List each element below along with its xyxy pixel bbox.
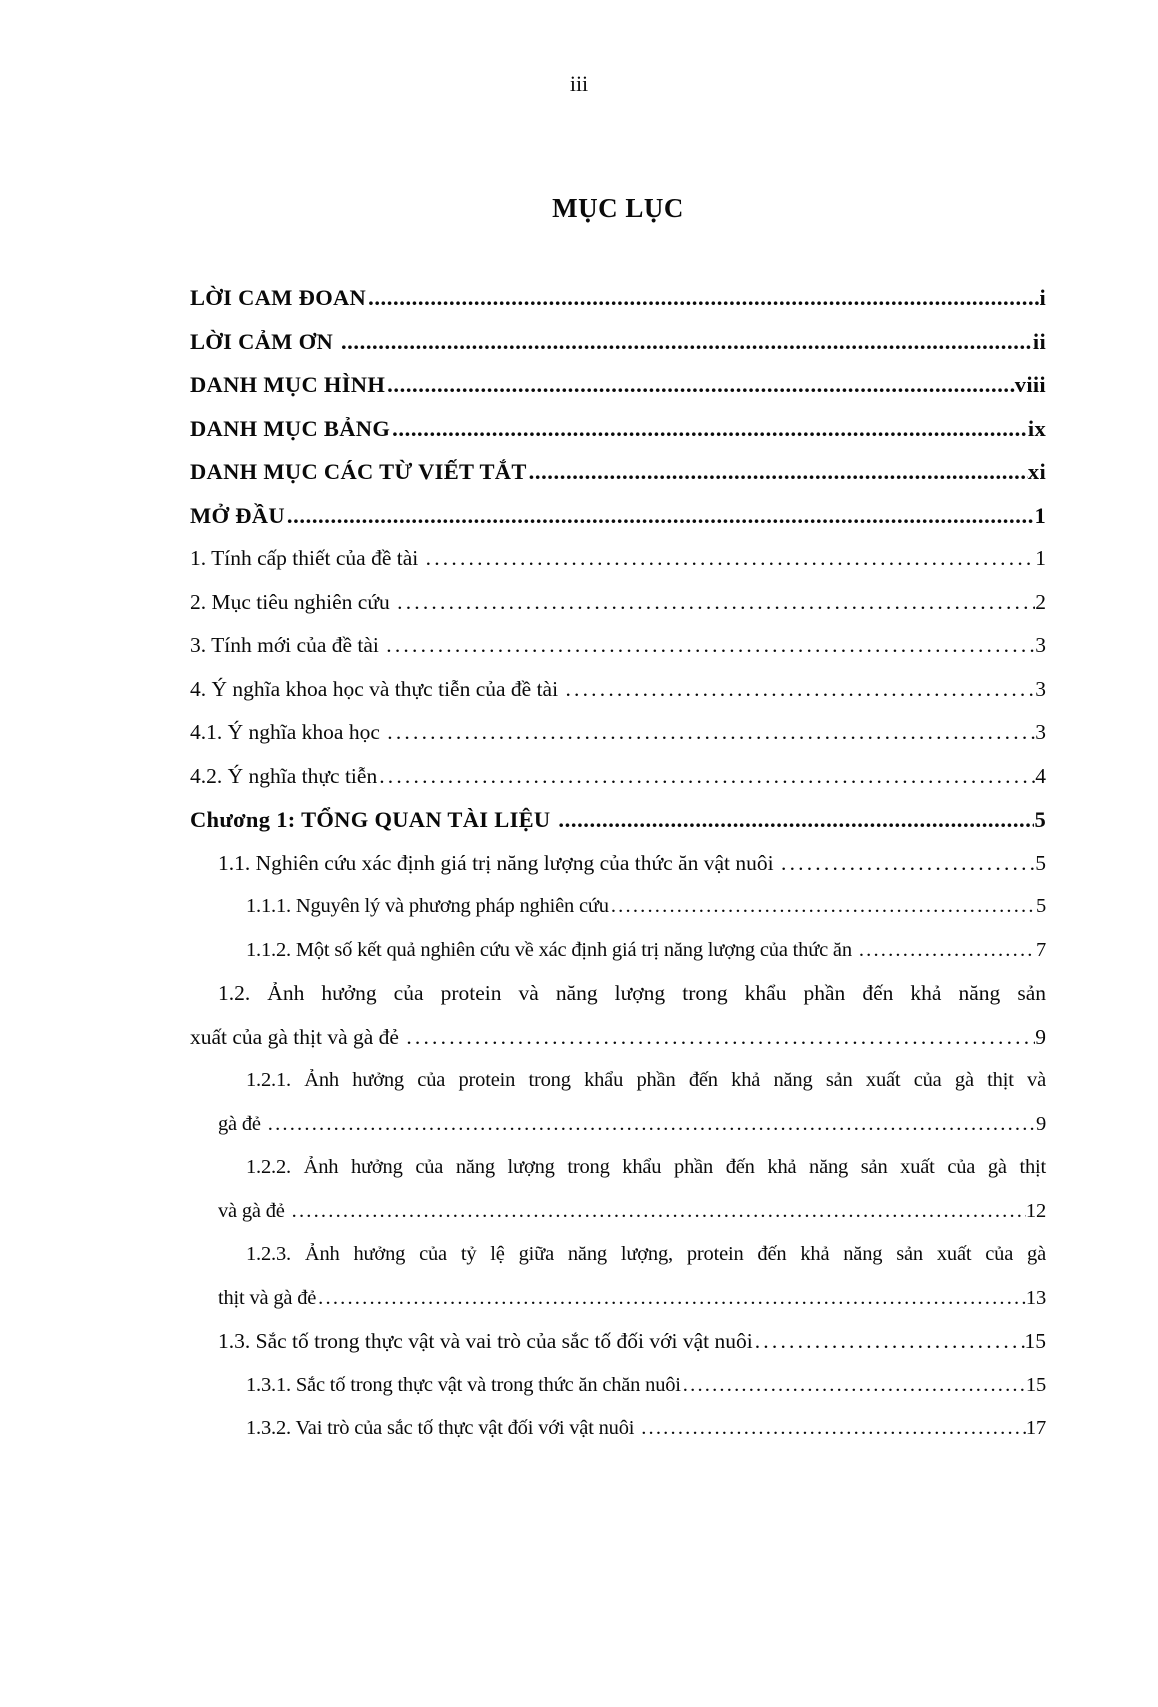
toc-entry	[190, 972, 1046, 1059]
toc-entry-line: 1.2. Ảnh hưởng của protein và năng lượng trong khẩu phần đến khả năng sản	[218, 981, 1046, 1005]
dot-leader	[379, 755, 1035, 799]
dot-leader	[683, 1364, 1026, 1408]
toc-entry-line	[190, 407, 1046, 451]
toc-entry-line	[190, 363, 1046, 407]
toc-entry-page: 3	[1035, 720, 1046, 744]
dot-leader	[292, 1190, 1026, 1234]
toc-entry-page: 15	[1024, 1329, 1046, 1353]
toc-entry-line	[190, 711, 1046, 755]
dot-leader	[287, 494, 1035, 538]
toc-entry	[190, 276, 1046, 320]
toc-entry-line: 1.2.1. Ảnh hưởng của protein trong khẩu phần đến khả năng sản xuất của gà thịt và	[246, 1069, 1046, 1091]
toc-entry	[190, 842, 1046, 886]
toc-entry-label: 2. Mục tiêu nghiên cứu	[190, 589, 396, 614]
dot-leader	[341, 320, 1033, 364]
toc-entry-line	[190, 276, 1046, 320]
toc-entry-line	[190, 624, 1046, 668]
dot-leader	[397, 581, 1035, 625]
toc-entry	[190, 885, 1046, 929]
toc-entry-page: 5	[1035, 850, 1046, 875]
toc-entry-line	[246, 1364, 1046, 1408]
toc-entry-label: thịt và gà đẻ	[218, 1286, 317, 1309]
toc-entry-label: 1.3.2. Vai trò của sắc tố thực vật đối với vật nuôi	[246, 1417, 640, 1439]
dot-leader	[859, 929, 1036, 973]
toc-entry-label: xuất của gà thịt và gà đẻ	[190, 1024, 405, 1049]
toc-entry-page: 3	[1035, 676, 1046, 701]
toc-entry-page: 1	[1035, 546, 1046, 570]
page-number: iii	[569, 71, 589, 96]
toc-entry-page: 12	[1025, 1199, 1046, 1222]
toc-entry-label: DANH MỤC HÌNH	[190, 372, 386, 397]
toc-entry-label: LỜI CAM ĐOAN	[190, 285, 367, 310]
toc-entry-label: 4.2. Ý nghĩa thực tiễn	[190, 763, 378, 788]
toc-entry-line	[218, 842, 1046, 886]
dot-leader	[392, 407, 1028, 451]
dot-leader	[426, 537, 1036, 581]
toc-entry-line	[190, 494, 1046, 538]
toc-entry-page: ix	[1027, 415, 1046, 441]
toc-entry-line	[218, 1320, 1046, 1364]
toc-entry-line	[218, 1103, 1046, 1147]
toc-entry	[190, 320, 1046, 364]
toc-entry-label: 1.1.1. Nguyên lý và phương pháp nghiên cứu	[246, 895, 609, 917]
dot-leader	[268, 1103, 1036, 1147]
toc-entry-page: 7	[1035, 938, 1046, 961]
toc-entry	[190, 581, 1046, 625]
toc-entry-page: 13	[1025, 1286, 1046, 1309]
toc-entry-page: ii	[1032, 328, 1046, 354]
dot-leader	[611, 885, 1036, 929]
toc-entry-label: 4. Ý nghĩa khoa học và thực tiễn của đề tài	[190, 676, 564, 701]
toc-entry	[190, 407, 1046, 451]
dot-leader	[386, 624, 1035, 668]
toc-entry-page: 15	[1025, 1373, 1046, 1396]
dot-leader	[368, 276, 1039, 320]
toc-entry-line: 1.2.3. Ảnh hưởng của tỷ lệ giữa năng lượng, protein đến khả năng sản xuất của gà	[246, 1243, 1046, 1265]
toc-entry	[190, 624, 1046, 668]
toc-entry-page: 5	[1035, 895, 1046, 917]
toc-entry-line	[190, 798, 1046, 842]
toc-entry-label: và gà đẻ	[218, 1199, 290, 1222]
dot-leader	[565, 668, 1035, 712]
dot-leader	[406, 1016, 1035, 1060]
toc-entry-line	[190, 1016, 1046, 1060]
toc-entry-line	[246, 929, 1046, 973]
toc-entry-line	[246, 1407, 1046, 1451]
toc-entry	[190, 711, 1046, 755]
toc-entry-page: 5	[1034, 807, 1046, 832]
toc-entry	[190, 1233, 1046, 1320]
toc-entry-label: gà đẻ	[218, 1112, 266, 1135]
toc-entry-label: Chương 1: TỔNG QUAN TÀI LIỆU	[190, 807, 557, 832]
dot-leader	[781, 842, 1035, 886]
toc-entry-line	[190, 320, 1046, 364]
toc-entry	[190, 755, 1046, 799]
toc-entry-label: 4.1. Ý nghĩa khoa học	[190, 720, 386, 744]
toc-entry	[190, 798, 1046, 842]
toc-entry	[190, 1320, 1046, 1364]
toc-entry	[190, 1146, 1046, 1233]
page-title: MỤC LỤC	[552, 193, 684, 223]
toc-entry-line: 1.2.2. Ảnh hưởng của năng lượng trong khẩu phần đến khả năng sản xuất của gà thịt	[246, 1156, 1046, 1178]
toc-entry-line	[190, 450, 1046, 494]
toc-entry-page: 1	[1034, 502, 1046, 528]
dot-leader	[529, 450, 1028, 494]
toc-entry-page: xi	[1027, 459, 1046, 484]
toc-entry-label: 3. Tính mới của đề tài	[190, 633, 385, 657]
toc-entry-label: DANH MỤC CÁC TỪ VIẾT TẮT	[190, 459, 527, 484]
toc-entry	[190, 494, 1046, 538]
toc-entry	[190, 363, 1046, 407]
toc-entry-page: 9	[1035, 1024, 1046, 1049]
toc-entry-line	[190, 755, 1046, 799]
dot-leader	[318, 1277, 1026, 1321]
toc-entry-label: LỜI CẢM ƠN	[190, 328, 339, 354]
toc-entry-line	[246, 885, 1046, 929]
toc-entry-line	[190, 668, 1046, 712]
toc-entry-page: i	[1039, 285, 1046, 310]
toc-entry	[190, 929, 1046, 973]
toc-entry-line	[218, 1190, 1046, 1234]
toc-entry-label: 1.1.2. Một số kết quả nghiên cứu về xác định giá trị năng lượng của thức ăn	[246, 938, 857, 961]
toc-entry-label: MỞ ĐẦU	[190, 502, 285, 528]
toc-entry	[190, 450, 1046, 494]
dot-leader	[558, 798, 1034, 842]
toc-entry-line	[218, 1277, 1046, 1321]
toc-entry	[190, 537, 1046, 581]
toc-entry-line	[190, 537, 1046, 581]
toc-entry-page: 17	[1025, 1417, 1046, 1439]
toc-entry-line	[190, 581, 1046, 625]
dot-leader	[755, 1320, 1025, 1364]
toc-entry	[190, 1407, 1046, 1451]
toc-entry-label: 1.3. Sắc tố trong thực vật và vai trò của sắc tố đối với vật nuôi	[218, 1329, 753, 1353]
dot-leader	[387, 711, 1035, 755]
toc-entry-page: 2	[1035, 589, 1046, 614]
toc-entry-page: 9	[1035, 1112, 1046, 1135]
toc-entry-label: 1.1. Nghiên cứu xác định giá trị năng lượng của thức ăn vật nuôi	[218, 850, 779, 875]
toc-entry	[190, 1059, 1046, 1146]
toc-entry-label: 1. Tính cấp thiết của đề tài	[190, 546, 424, 570]
toc-entry	[190, 1364, 1046, 1408]
toc-entry-label: DANH MỤC BẢNG	[190, 415, 391, 441]
document-page	[0, 70, 1158, 1707]
toc-entry-page: 4	[1035, 763, 1046, 788]
toc-entry-page: 3	[1035, 633, 1046, 657]
toc-entry-page: viii	[1014, 372, 1046, 397]
toc-entry	[190, 668, 1046, 712]
toc-list	[190, 276, 1046, 1451]
toc-entry-label: 1.3.1. Sắc tố trong thực vật và trong thức ăn chăn nuôi	[246, 1373, 681, 1396]
dot-leader	[387, 363, 1015, 407]
dot-leader	[641, 1407, 1026, 1451]
